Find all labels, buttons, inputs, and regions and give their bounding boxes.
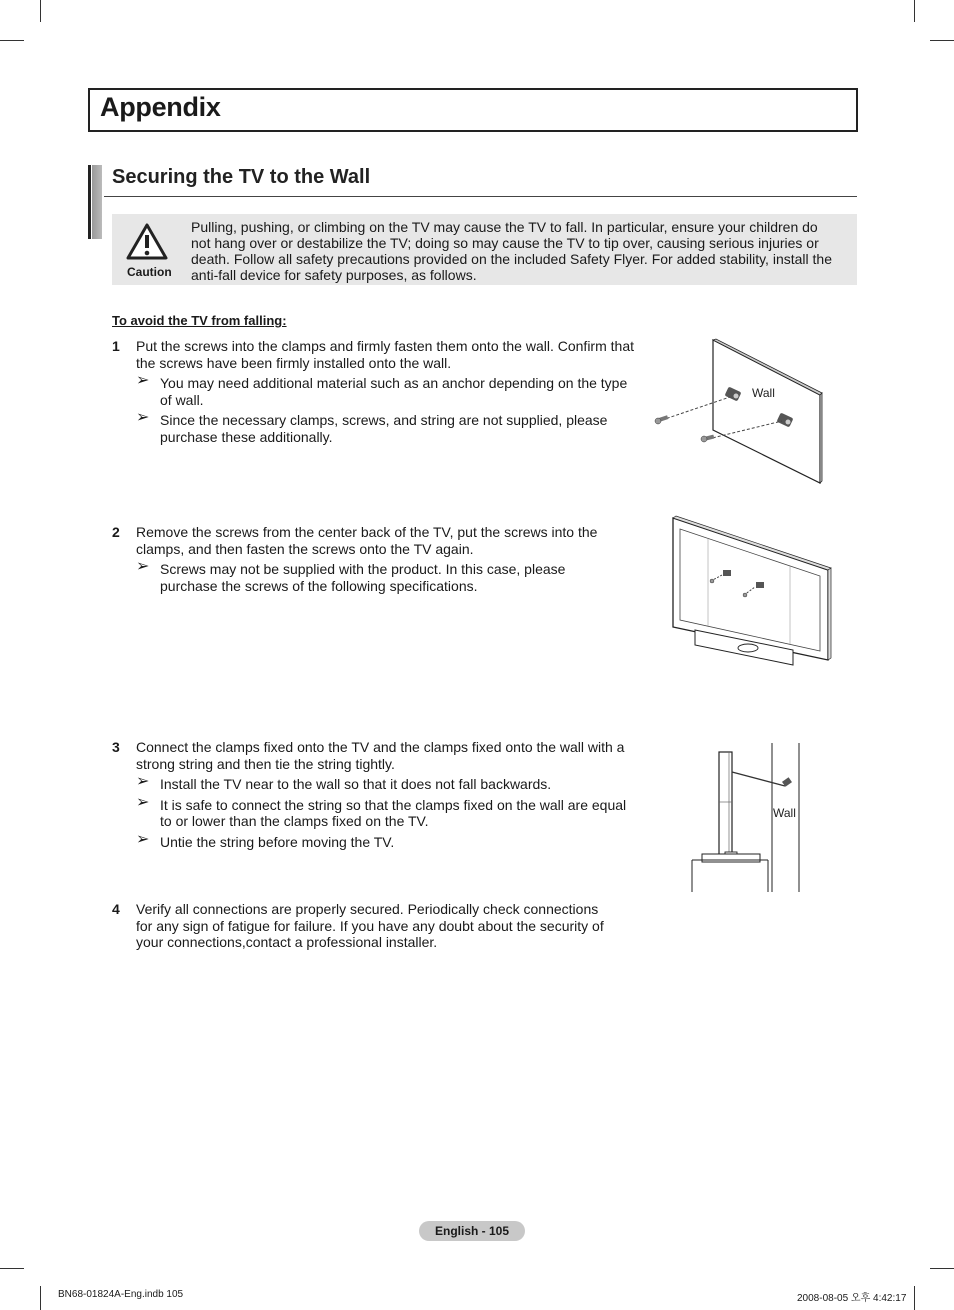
crop-mark <box>40 0 41 22</box>
arrow-pointer-icon: ➢ <box>136 830 150 848</box>
tv-back-figure <box>668 515 833 675</box>
note <box>136 372 640 408</box>
step-text: Verify all connections are properly secured. Periodically check connections for any sign of fatigue for failure. If you have any doubt about the security of your connections,contact a professional installer. <box>136 901 604 950</box>
crop-mark <box>0 40 24 41</box>
note-text: Screws may not be supplied with the product. In this case, please purchase the screws of the following specifications. <box>160 561 566 594</box>
note-text: Since the necessary clamps, screws, and string are not supplied, please purchase these additionally. <box>160 412 608 445</box>
note-text: It is safe to connect the string so that the clamps fixed on the wall are equal to or lower than the clamps fixed on the TV. <box>160 796 627 829</box>
arrow-pointer-icon: ➢ <box>136 558 150 575</box>
file-info: BN68-01824A-Eng.indb 105 <box>58 1289 184 1300</box>
warning-triangle-icon <box>125 222 169 262</box>
note-text: Install the TV near to the wall so that it does not fall backwards. <box>160 776 552 792</box>
arrow-pointer-icon: ➢ <box>136 793 150 811</box>
note <box>136 409 620 445</box>
step-3 <box>112 739 642 850</box>
caution-box <box>112 214 857 285</box>
page-number-badge: English - 105 <box>419 1221 525 1241</box>
step-2 <box>112 524 642 594</box>
wall-label: Wall <box>773 806 796 820</box>
crop-mark <box>914 1286 915 1310</box>
crop-mark <box>40 1286 41 1310</box>
step-text: Connect the clamps fixed onto the TV and the clamps fixed onto the wall with a strong string and then tie the string tightly. <box>136 739 625 772</box>
note-text: You may need additional material such as an anchor depending on the type of wall. <box>160 375 628 408</box>
note <box>136 793 640 830</box>
arrow-pointer-icon: ➢ <box>136 409 150 426</box>
arrow-pointer-icon: ➢ <box>136 372 150 389</box>
wall-label: Wall <box>752 386 775 400</box>
note-text: Untie the string before moving the TV. <box>160 833 395 850</box>
step-number: 1 <box>112 338 120 354</box>
chapter-title: Appendix <box>100 92 221 122</box>
caution-text: Pulling, pushing, or climbing on the TV may cause the TV to fall. In particular, ensure your children do not hang over or destabilize the TV; doing so may cause the TV to tip over, causing serious injuries or death. Follow all safety precautions provided on the included Safety Flyer. For added stability, install the anti-fall device for safety purposes, as follows. <box>191 219 832 283</box>
section-bar-decoration <box>88 165 102 239</box>
crop-mark <box>930 1268 954 1269</box>
print-timestamp: 2008-08-05 오후 4:42:17 <box>797 1293 907 1304</box>
step-text: Put the screws into the clamps and firmly fasten them onto the wall. Confirm that the screws have been firmly installed onto the wall. <box>136 338 634 371</box>
wall-clamp-figure <box>650 335 830 490</box>
step-text: Remove the screws from the center back of the TV, put the screws into the clamps, and then fasten the screws onto the TV again. <box>136 524 598 557</box>
crop-mark <box>914 0 915 22</box>
crop-mark <box>930 40 954 41</box>
step-1 <box>112 338 642 445</box>
note <box>136 830 640 851</box>
section-title: Securing the TV to the Wall <box>112 166 371 188</box>
screw-icon <box>655 415 668 424</box>
chapter-header <box>88 88 858 132</box>
tv-string-wall-figure <box>688 740 808 895</box>
step-number: 2 <box>112 524 120 540</box>
crop-mark <box>0 1268 24 1269</box>
screw-icon <box>701 435 714 442</box>
note <box>136 558 620 594</box>
section-divider <box>104 196 857 197</box>
step-number: 4 <box>112 901 120 917</box>
subheading: To avoid the TV from falling: <box>112 313 287 328</box>
arrow-pointer-icon: ➢ <box>136 773 150 790</box>
step-4 <box>112 901 642 954</box>
note <box>136 773 640 793</box>
step-number: 3 <box>112 739 120 755</box>
caution-label: Caution <box>127 265 172 279</box>
